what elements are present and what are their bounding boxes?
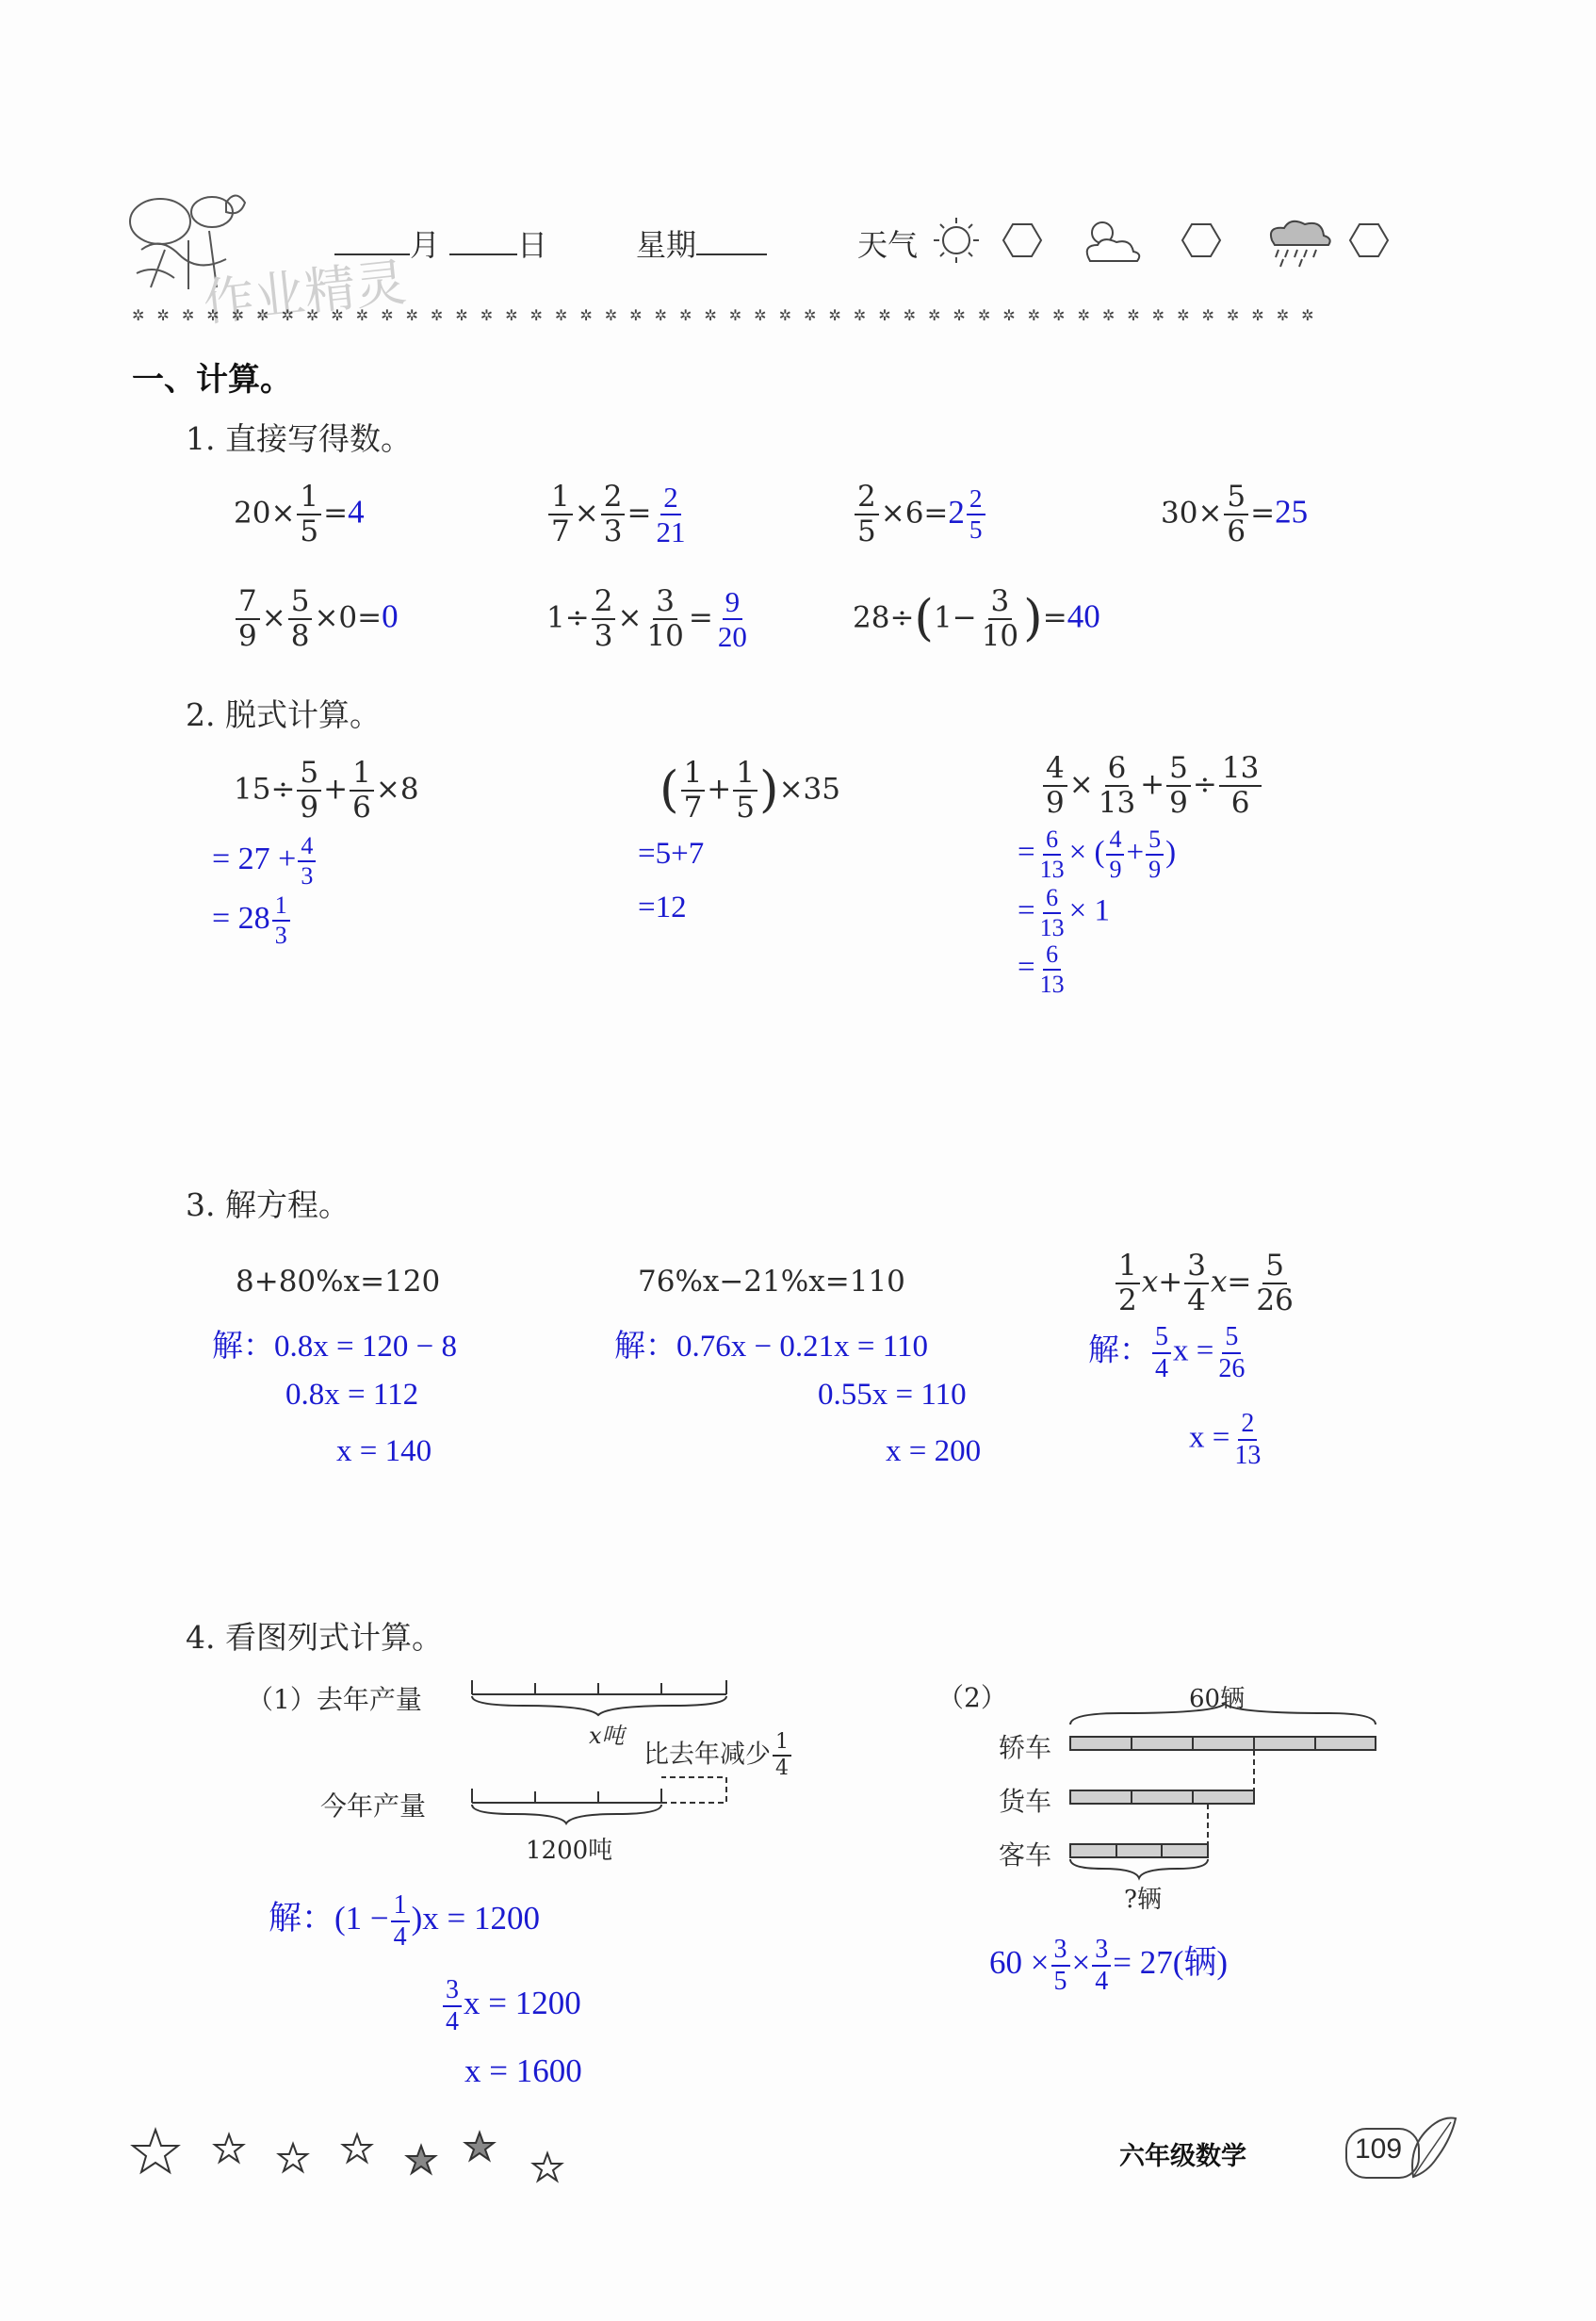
- q2b-expression: ( $\frac{1}{7}$ + $\frac{1}{5}$ )×35: [660, 756, 840, 825]
- q4p2-bar-diagram: [1065, 1704, 1385, 1906]
- q2a-expression: 15÷ $\frac{5}{9}$ + $\frac{1}{6}$ ×8: [234, 756, 419, 825]
- page-number: 109: [1355, 2133, 1403, 2165]
- q3c-step-1: 解： $\frac{5}{4}$ x = $\frac{5}{26}$: [1088, 1322, 1246, 1383]
- star-divider: ✲✲✲✲✲✲✲✲✲✲✲✲✲✲✲✲✲✲✲✲✲✲✲✲✲✲✲✲✲✲✲✲✲✲✲✲✲✲✲✲✲✲✲✲✲✲✲✲: [132, 306, 1327, 324]
- q4p1-step-3: x = 1600: [464, 2052, 582, 2089]
- q1-item-2: $\frac{1}{7}$ × $\frac{2}{3}$ = $\frac{2}{21}$: [546, 482, 690, 547]
- q3a-step-3: x = 140: [336, 1434, 432, 1468]
- sunny-checkbox-icon: [1003, 224, 1041, 256]
- q3b-step-2: 0.55x = 110: [818, 1378, 967, 1412]
- q3a-step-1: 解：0.8x = 120 − 8: [212, 1330, 457, 1364]
- q1-item-3: $\frac{2}{5}$ ×6=2 $\frac{2}{5}$: [853, 482, 987, 547]
- q3a-step-2: 0.8x = 112: [285, 1378, 419, 1412]
- q2c-step-3: = $\frac{6}{13}$: [1018, 940, 1065, 998]
- q3a-equation: 8+80%x=120: [236, 1265, 441, 1299]
- q3b-equation: 76%x−21%x=110: [638, 1265, 905, 1299]
- q4p2-total-label: 60辆: [1189, 1685, 1246, 1713]
- q3-title: 3. 解方程。: [186, 1186, 350, 1223]
- q4p2-truck-label: 货车: [999, 1786, 1052, 1817]
- footer-stars-icon: [127, 2125, 579, 2200]
- q3c-step-2: x = $\frac{2}{13}$: [1189, 1409, 1262, 1470]
- rainy-checkbox-icon: [1350, 224, 1388, 256]
- date-month: 月: [334, 221, 440, 265]
- q4p1-this-year-label: 今年产量: [320, 1790, 427, 1822]
- q1-item-4: 30× $\frac{5}{6}$ =25: [1161, 480, 1309, 548]
- q2b-step-1: =5+7: [638, 837, 705, 871]
- q4p2-car-label: 轿车: [999, 1732, 1052, 1763]
- q2c-expression: $\frac{4}{9}$ × $\frac{6}{13}$ + $\frac{5}{9}$ ÷ $\frac{13}{6}$: [1041, 754, 1263, 818]
- q4p1-x-label: x吨: [589, 1723, 625, 1749]
- q4p1-step-1: 解：(1 − $\frac{1}{4}$ )x = 1200: [269, 1890, 541, 1952]
- q1-item-6: 1÷ $\frac{2}{3}$ × $\frac{3}{10}$ = $\frac{9}{20}$: [546, 584, 747, 653]
- section-title: 一、计算。: [132, 362, 292, 398]
- weather-label: 天气: [857, 227, 919, 263]
- q2a-step-2: = 28 $\frac{1}{3}$: [212, 893, 292, 948]
- q4p1-step-2: $\frac{3}{4}$ x = 1200: [441, 1977, 581, 2035]
- q3c-equation: $\frac{1}{2}$ x+ $\frac{3}{4}$ x= $\frac{5}{26}$: [1114, 1251, 1298, 1316]
- date-day: 日: [449, 221, 547, 265]
- book-title: 六年级数学: [1119, 2142, 1246, 2170]
- q2a-step-1: = 27 + $\frac{4}{3}$: [212, 834, 318, 889]
- q3b-step-1: 解：0.76x − 0.21x = 110: [614, 1330, 928, 1364]
- cloudy-checkbox-icon: [1182, 224, 1220, 256]
- weekday-field: 星期: [636, 221, 767, 265]
- q2-title: 2. 脱式计算。: [186, 696, 381, 733]
- q1-item-5: $\frac{7}{9}$ × $\frac{5}{8}$ ×0=0: [234, 587, 399, 651]
- q4p1-last-year-label: （1）去年产量: [247, 1684, 422, 1715]
- q1-title: 1. 直接写得数。: [186, 420, 412, 457]
- q2c-step-2: = $\frac{6}{13}$ × 1: [1018, 884, 1110, 941]
- q1-item-1: 20× $\frac{1}{5}$ =4: [234, 480, 365, 548]
- q4p1-1200-label: 1200吨: [526, 1837, 613, 1865]
- q4p2-bus-label: 客车: [999, 1839, 1052, 1871]
- q3b-step-3: x = 200: [886, 1434, 982, 1468]
- q4p2-label: （2）: [937, 1682, 1007, 1713]
- sun-icon: [943, 227, 969, 253]
- q2c-step-1: = $\frac{6}{13}$ × ( $\frac{4}{9}$ + $\frac{5}{9}$ ): [1018, 825, 1177, 883]
- q1-item-7: 28÷(1− $\frac{3}{10}$ )=40: [853, 584, 1100, 653]
- watermark-text: 作业精灵: [200, 253, 410, 333]
- q4p2-answer: 60 × $\frac{3}{5}$ × $\frac{3}{4}$ = 27(辆): [989, 1935, 1229, 1996]
- q4p1-reduce-label: 比去年减少 $\frac{1}{4}$: [643, 1732, 793, 1779]
- leaf-decoration-icon: [1404, 2111, 1460, 2186]
- weather-icons: [928, 212, 1409, 269]
- q4-title: 4. 看图列式计算。: [186, 1619, 443, 1656]
- q2b-step-2: =12: [638, 891, 687, 924]
- q4p2-question-label: ?辆: [1124, 1886, 1162, 1914]
